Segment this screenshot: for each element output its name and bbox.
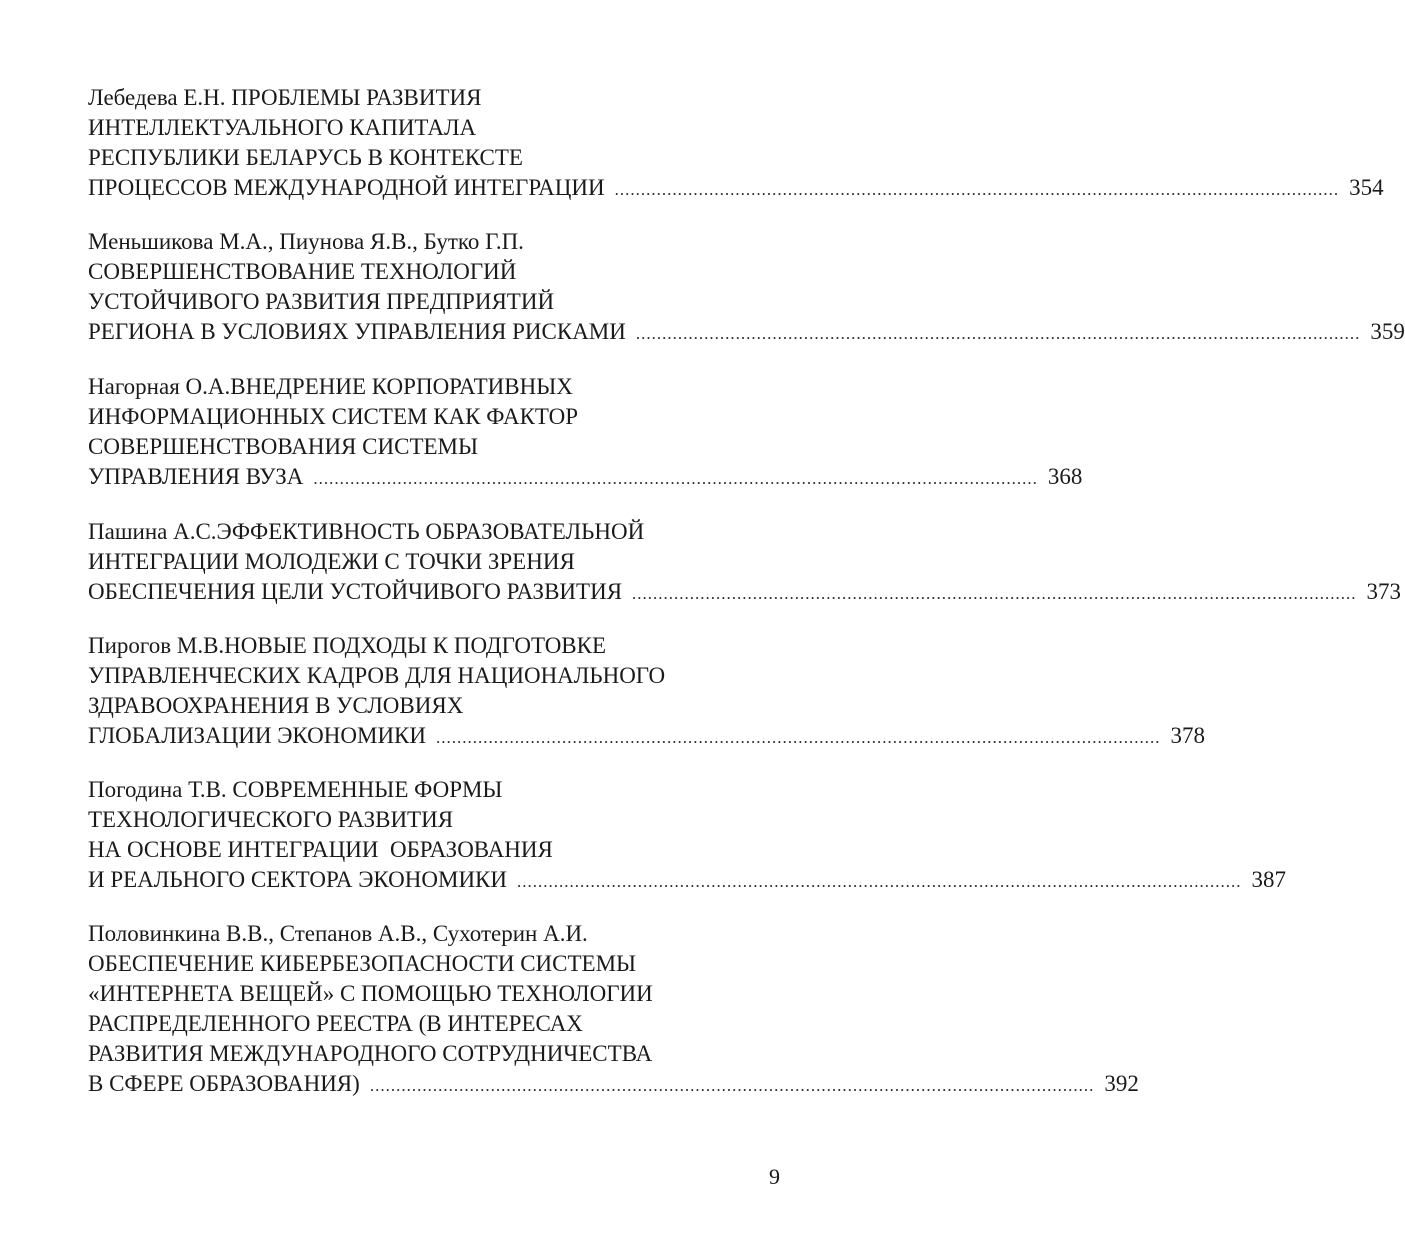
entry-line: ОБЕСПЕЧЕНИЯ ЦЕЛИ УСТОЙЧИВОГО РАЗВИТИЯ <box>88 579 623 604</box>
entry-line: Пашина А.С.ЭФФЕКТИВНОСТЬ ОБРАЗОВАТЕЛЬНОЙ <box>88 519 645 544</box>
entry-last-line <box>88 173 1384 203</box>
entry-line: Погодина Т.В. СОВРЕМЕННЫЕ ФОРМЫ <box>88 777 503 802</box>
entry-line: УСТОЙЧИВОГО РАЗВИТИЯ ПРЕДПРИЯТИЙ <box>88 289 555 314</box>
entry-line: РЕГИОНА В УСЛОВИЯХ УПРАВЛЕНИЯ РИСКАМИ <box>88 319 626 344</box>
entry-last-line <box>88 577 1402 607</box>
entry-line: СОВЕРШЕНСТВОВАНИЕ ТЕХНОЛОГИЙ <box>88 259 517 284</box>
entry-line: ПРОЦЕССОВ МЕЖДУНАРОДНОЙ ИНТЕГРАЦИИ <box>88 175 605 200</box>
entry-line: ГЛОБАЛИЗАЦИИ ЭКОНОМИКИ <box>88 723 427 748</box>
entry-line: И РЕАЛЬНОГО СЕКТОРА ЭКОНОМИКИ <box>88 867 508 892</box>
page-number: 368 <box>1047 464 1083 489</box>
entry-line: В СФЕРЕ ОБРАЗОВАНИЯ) <box>88 1071 360 1096</box>
toc-entry <box>88 227 1405 347</box>
toc-entry <box>88 517 1402 607</box>
entry-line: Пирогов М.В.НОВЫЕ ПОДХОДЫ К ПОДГОТОВКЕ <box>88 633 607 658</box>
entry-line: «ИНТЕРНЕТА ВЕЩЕЙ» С ПОМОЩЬЮ ТЕХНОЛОГИИ <box>88 981 653 1006</box>
entry-line: ИНТЕГРАЦИИ МОЛОДЕЖИ С ТОЧКИ ЗРЕНИЯ <box>88 549 575 574</box>
entry-line: Лебедева Е.Н. ПРОБЛЕМЫ РАЗВИТИЯ <box>88 85 482 110</box>
toc-entry <box>88 631 1206 751</box>
dot-leader: .......................................................................................................................................... <box>517 872 1242 891</box>
entry-line: СОВЕРШЕНСТВОВАНИЯ СИСТЕМЫ <box>88 434 479 459</box>
table-of-contents <box>88 83 1405 1123</box>
entry-last-line <box>88 721 1206 751</box>
entry-line: НА ОСНОВЕ ИНТЕГРАЦИИ ОБРАЗОВАНИЯ <box>88 837 553 862</box>
entry-last-line <box>88 317 1405 347</box>
entry-last-line <box>88 462 1083 492</box>
entry-line: Половинкина В.В., Степанов А.В., Сухотерин А.И. <box>88 921 588 946</box>
page-number: 392 <box>1104 1071 1139 1096</box>
dot-leader: .......................................................................................................................................... <box>369 1076 1095 1095</box>
entry-line: ИНТЕЛЛЕКТУАЛЬНОГО КАПИТАЛА <box>88 115 477 140</box>
entry-line: РАЗВИТИЯ МЕЖДУНАРОДНОГО СОТРУДНИЧЕСТВА <box>88 1041 653 1066</box>
entry-line: ЗДРАВООХРАНЕНИЯ В УСЛОВИЯХ <box>88 693 464 718</box>
toc-entry <box>88 775 1287 895</box>
entry-line: РАСПРЕДЕЛЕННОГО РЕЕСТРА (В ИНТЕРЕСАХ <box>88 1011 583 1036</box>
entry-line: Меньшикова М.А., Пиунова Я.В., Бутко Г.П. <box>88 229 524 254</box>
toc-entry <box>88 372 1083 492</box>
dot-leader: .......................................................................................................................................... <box>632 584 1357 603</box>
dot-leader: .......................................................................................................................................... <box>313 469 1038 488</box>
toc-entry <box>88 919 1139 1099</box>
entry-line: Нагорная О.А.ВНЕДРЕНИЕ КОРПОРАТИВНЫХ <box>88 374 573 399</box>
page-number: 373 <box>1366 579 1402 604</box>
dot-leader: .......................................................................................................................................... <box>614 180 1340 199</box>
entry-line: ТЕХНОЛОГИЧЕСКОГО РАЗВИТИЯ <box>88 807 454 832</box>
entry-last-line <box>88 1069 1139 1099</box>
entry-line: УПРАВЛЕНЧЕСКИХ КАДРОВ ДЛЯ НАЦИОНАЛЬНОГО <box>88 663 666 688</box>
entry-last-line <box>88 865 1287 895</box>
entry-line: ИНФОРМАЦИОННЫХ СИСТЕМ КАК ФАКТОР <box>88 404 579 429</box>
dot-leader: .......................................................................................................................................... <box>436 728 1161 747</box>
page-number: 378 <box>1170 723 1206 748</box>
folio-page-number: 9 <box>769 1164 780 1189</box>
page-number: 387 <box>1251 867 1287 892</box>
dot-leader: .......................................................................................................................................... <box>635 324 1361 343</box>
entry-line: УПРАВЛЕНИЯ ВУЗА <box>88 464 304 489</box>
entry-line: ОБЕСПЕЧЕНИЕ КИБЕРБЕЗОПАСНОСТИ СИСТЕМЫ <box>88 951 637 976</box>
entry-line: РЕСПУБЛИКИ БЕЛАРУСЬ В КОНТЕКСТЕ <box>88 145 523 170</box>
toc-entry <box>88 83 1384 203</box>
page-number: 354 <box>1349 175 1384 200</box>
page-number: 359 <box>1370 319 1405 344</box>
